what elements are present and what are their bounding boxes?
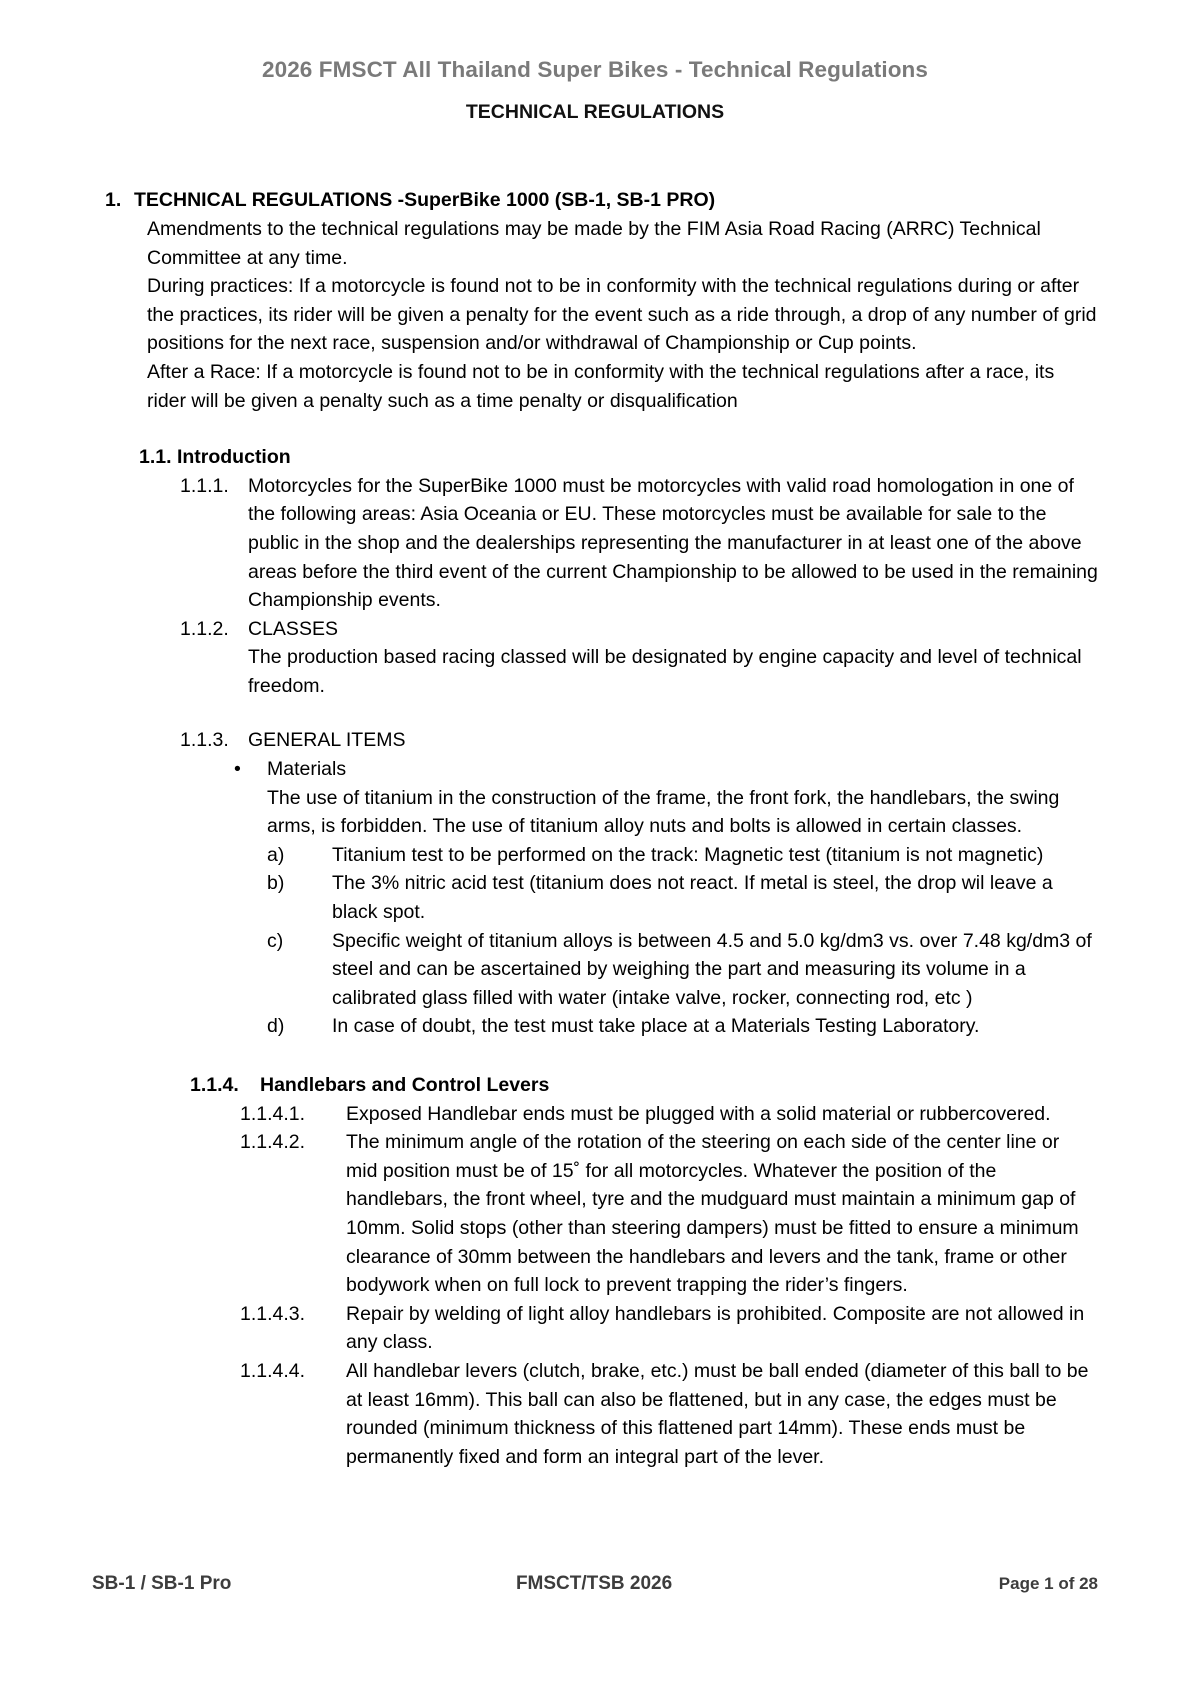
lettered-item-b-text: The 3% nitric acid test (titanium does not react. If metal is steel, the drop wil leave a black spot. xyxy=(332,872,1053,924)
materials-bullet-item xyxy=(234,755,1098,784)
section-1-1-number: 1.1. xyxy=(139,446,172,469)
lettered-item-a xyxy=(267,841,1098,870)
materials-bullet-label: Materials xyxy=(267,758,347,781)
item-1-1-2-number: 1.1.2. xyxy=(180,617,229,640)
item-1-1-1-text: Motorcycles for the SuperBike 1000 must be motorcycles with valid road homologation in one of the following areas: Asia Oceania or EU. These motorcycles must be available for sale to the public in the shop and the dealerships representing the manufacturer in at least one of the above areas before the third event of the current Championship to be allowed to be used in the remaining Championship events. xyxy=(248,474,1098,612)
document-header-title: 2026 FMSCT All Thailand Super Bikes - Technical Regulations xyxy=(261,57,929,82)
lettered-item-c-text: Specific weight of titanium alloys is between 4.5 and 5.0 kg/dm3 vs. over 7.48 kg/dm3 of steel and can be ascertained by weighing the part and measuring its volume in a calibrated glass filled with water (intake valve, rocker, connecting rod, etc ) xyxy=(332,929,1092,1009)
lettered-item-a-text: Titanium test to be performed on the track: Magnetic test (titanium is not magnetic) xyxy=(332,843,1044,866)
clause-1-paragraph-3: After a Race: If a motorcycle is found not to be in conformity with the technical regulations after a race, its rider will be given a penalty such as a time penalty or disqualification xyxy=(147,360,1055,412)
item-1-1-2-body: The production based racing classed will be designated by engine capacity and level of technical freedom. xyxy=(248,646,1082,697)
item-1-1-2-body-wrap xyxy=(248,643,1098,700)
item-1-1-4-title: Handlebars and Control Levers xyxy=(260,1074,550,1097)
lettered-item-c-label: c) xyxy=(267,929,284,952)
item-1-1-3-number: 1.1.3. xyxy=(180,729,229,752)
item-1-1-1 xyxy=(180,472,1098,615)
item-1-1-3-title: GENERAL ITEMS xyxy=(248,729,406,752)
clause-1-number: 1. xyxy=(105,189,122,212)
item-1-1-4-1 xyxy=(240,1100,1098,1129)
clause-1-paragraph-1: Amendments to the technical regulations may be made by the FIM Asia Road Racing (ARRC) Technical Committee at any time. xyxy=(147,217,1041,269)
section-1-1-title: Introduction xyxy=(176,446,291,469)
item-1-1-2-title: CLASSES xyxy=(248,617,338,640)
item-1-1-3 xyxy=(180,726,1098,755)
item-1-1-4-1-text: Exposed Handlebar ends must be plugged with a solid material or rubbercovered. xyxy=(346,1102,1051,1125)
item-1-1-4-2-text: The minimum angle of the rotation of the steering on each side of the center line or mid position must be of 15˚ for all motorcycles. Whatever the position of the handlebars, the front wheel, tyre and the mudguard must maintain a minimum gap of 10mm. Solid stops (other than steering dampers) must be fitted to ensure a minimum clearance of 30mm between the handlebars and levers and the tank, frame or other bodywork when on full lock to prevent trapping the rider’s fingers. xyxy=(346,1131,1079,1297)
lettered-item-d xyxy=(267,1012,1098,1041)
lettered-item-d-label: d) xyxy=(267,1015,285,1038)
item-1-1-4-4-text: All handlebar levers (clutch, brake, etc.) must be ball ended (diameter of this ball to be at least 16mm). This ball can also be flattened, but in any case, the edges must be rounded (minimum thickness of this flattened part 14mm). These ends must be permanently fixed and form an integral part of the lever. xyxy=(346,1359,1089,1468)
clause-1-heading xyxy=(92,186,1098,215)
lettered-item-a-label: a) xyxy=(267,843,285,866)
clause-1-body xyxy=(147,215,1098,415)
lettered-item-b-label: b) xyxy=(267,872,285,895)
lettered-item-d-text: In case of doubt, the test must take place at a Materials Testing Laboratory. xyxy=(332,1015,980,1038)
page-footer xyxy=(92,1573,1098,1595)
materials-body-text: The use of titanium in the construction of the frame, the front fork, the handlebars, the swing arms, is forbidden. The use of titanium alloy nuts and bolts is allowed in certain classes. xyxy=(267,786,1060,838)
section-1-1-heading xyxy=(139,443,1098,472)
item-1-1-4-1-number: 1.1.4.1. xyxy=(240,1102,306,1125)
bullet-icon: • xyxy=(234,758,241,781)
lettered-item-c xyxy=(267,927,1098,1013)
lettered-item-b xyxy=(267,869,1098,926)
document-subtitle: TECHNICAL REGULATIONS xyxy=(465,101,725,123)
item-1-1-1-number: 1.1.1. xyxy=(180,474,229,497)
item-1-1-4-4 xyxy=(240,1357,1098,1471)
footer-document-code: FMSCT/TSB 2026 xyxy=(515,1573,673,1594)
item-1-1-4-4-number: 1.1.4.4. xyxy=(240,1359,306,1382)
item-1-1-2 xyxy=(180,615,1098,644)
item-1-1-4-3-number: 1.1.4.3. xyxy=(240,1302,306,1325)
materials-body-wrap xyxy=(267,784,1098,841)
item-1-1-4-2 xyxy=(240,1128,1098,1300)
clause-1-title: TECHNICAL REGULATIONS -SuperBike 1000 (SB-1, SB-1 PRO) xyxy=(134,189,716,212)
item-1-1-4-2-number: 1.1.4.2. xyxy=(240,1131,306,1154)
item-1-1-4-3 xyxy=(240,1300,1098,1357)
item-1-1-4-number: 1.1.4. xyxy=(190,1074,239,1097)
footer-page-number: Page 1 of 28 xyxy=(998,1574,1098,1593)
item-1-1-4-3-text: Repair by welding of light alloy handlebars is prohibited. Composite are not allowed in any class. xyxy=(346,1302,1085,1354)
footer-class-label: SB-1 / SB-1 Pro xyxy=(92,1573,232,1594)
clause-1-paragraph-2: During practices: If a motorcycle is found not to be in conformity with the technical regulations during or after the practices, its rider will be given a penalty for the event such as a ride through, a drop of any number of grid positions for the next race, suspension and/or withdrawal of Championship or Cup points. xyxy=(147,275,1097,355)
item-1-1-4-heading xyxy=(190,1071,1098,1100)
spacer xyxy=(92,700,1098,726)
